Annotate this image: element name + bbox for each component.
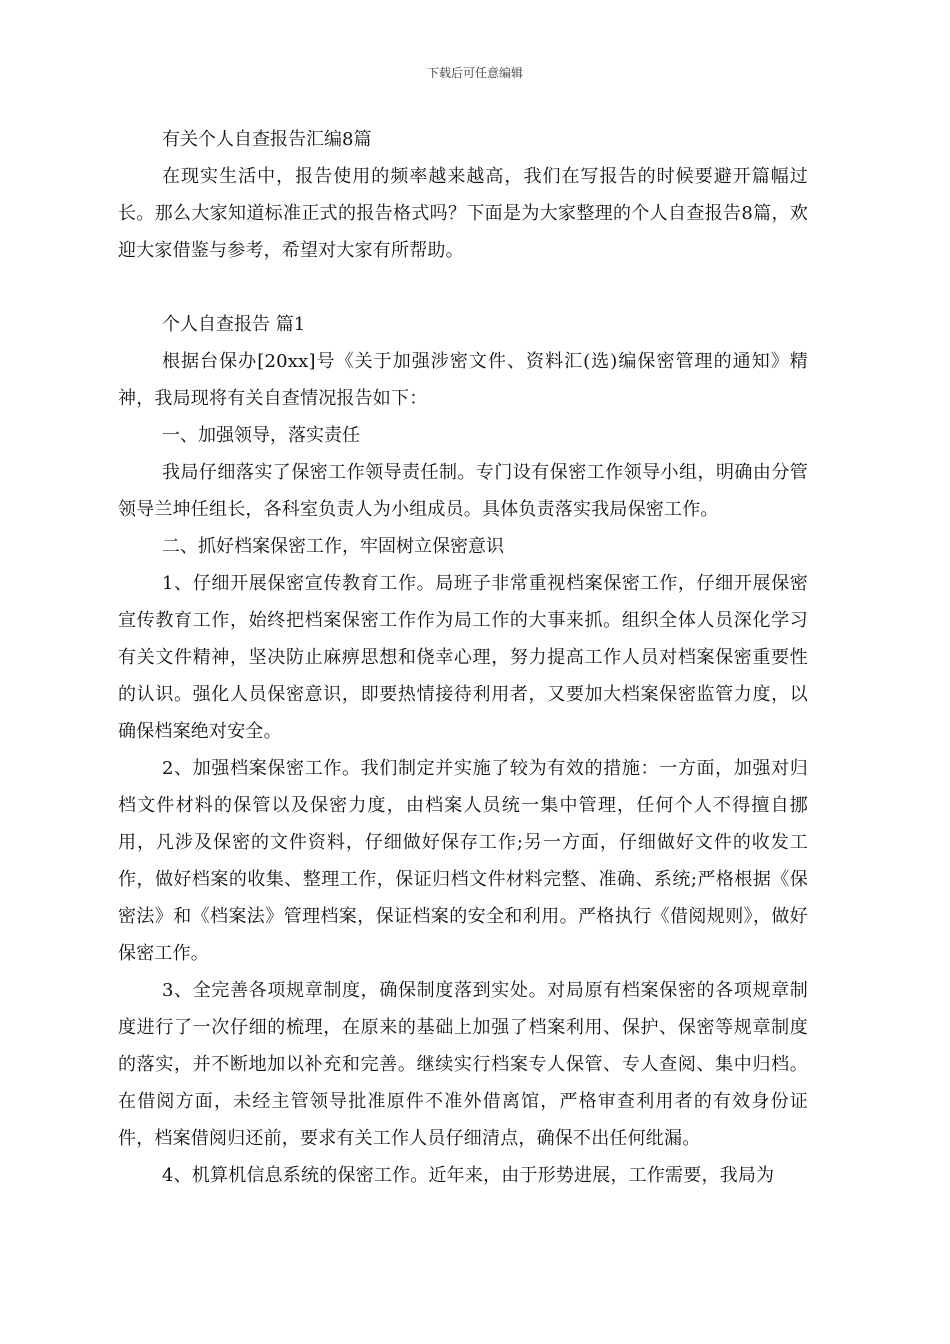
paragraph-leadership: 我局仔细落实了保密工作领导责任制。专门设有保密工作领导小组，明确由分管领导兰坤任组长，各科室负责人为小组成员。具体负责落实我局保密工作。 [118, 462, 808, 520]
paragraph-basis: 根据台保办[20xx]号《关于加强涉密文件、资料汇(选)编保密管理的通知》精神，我局现将有关自查情况报告如下： [118, 351, 808, 409]
paragraph-item-4: 4、机算机信息系统的保密工作。近年来，由于形势进展，工作需要，我局为 [162, 1165, 775, 1186]
paragraph-item-2: 2、加强档案保密工作。我们制定并实施了较为有效的措施：一方面，加强对归档文件材料的保管以及保密力度，由档案人员统一集中管理，任何个人不得擅自挪用，凡涉及保密的文件资料，仔细做好保存工作;另一方面，仔细做好文件的收发工作，做好档案的收集、整理工作，保证归档文件材料完整、准确、系统;严格根据《保密法》和《档案法》管理档案，保证档案的安全和利用。严格执行《借阅规则》，做好保密工作。 [118, 758, 808, 964]
page-header: 下载后可任意编辑 [426, 66, 523, 80]
paragraph-item-1: 1、仔细开展保密宣传教育工作。局班子非常重视档案保密工作，仔细开展保密宣传教育工作，始终把档案保密工作作为局工作的大事来抓。组织全体人员深化学习有关文件精神，坚决防止麻痹思想和侥幸心理，努力提高工作人员对档案保密重要性的认识。强化人员保密意识，即要热情接待利用者，又要加大档案保密监管力度，以确保档案绝对安全。 [118, 573, 808, 742]
heading-leadership: 一、加强领导，落实责任 [162, 425, 360, 446]
document-title: 有关个人自查报告汇编8篇 [162, 129, 372, 150]
intro-paragraph: 在现实生活中，报告使用的频率越来越高，我们在写报告的时候要避开篇幅过长。那么大家知道标准正式的报告格式吗？下面是为大家整理的个人自查报告8篇，欢迎大家借鉴与参考，希望对大家有所帮助。 [118, 166, 808, 261]
spacer [118, 269, 808, 306]
heading-archive-security: 二、抓好档案保密工作，牢固树立保密意识 [162, 536, 504, 557]
document-body [118, 121, 808, 1194]
paragraph-item-3: 3、全完善各项规章制度，确保制度落到实处。对局原有档案保密的各项规章制度进行了一次仔细的梳理，在原来的基础上加强了档案利用、保护、保密等规章制度的落实，并不断地加以补充和完善。继续实行档案专人保管、专人查阅、集中归档。在借阅方面，未经主管领导批准原件不准外借离馆，严格审查利用者的有效身份证件，档案借阅归还前，要求有关工作人员仔细清点，确保不出任何纰漏。 [118, 980, 808, 1149]
section-title: 个人自查报告 篇1 [162, 314, 306, 335]
